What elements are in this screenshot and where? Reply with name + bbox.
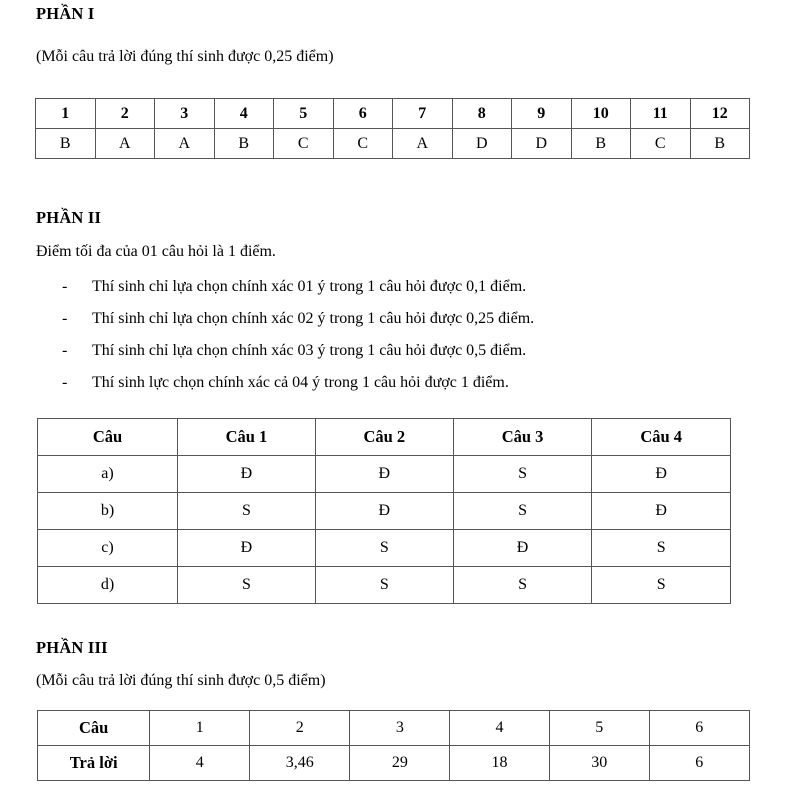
part1-answer-5: C — [274, 129, 334, 159]
part1-question-5: 5 — [274, 99, 334, 129]
list-item — [36, 342, 736, 374]
part2-row-label-a: a) — [38, 456, 178, 493]
list-item — [36, 374, 736, 406]
part1-title: PHẦN I — [36, 4, 95, 23]
bullet-dash-icon: - — [62, 310, 68, 327]
part1-answer-4: B — [214, 129, 274, 159]
part2-cell-c-4: S — [592, 530, 731, 567]
part2-cell-a-4: Đ — [592, 456, 731, 493]
part1-answer-3: A — [155, 129, 215, 159]
bullet-dash-icon: - — [62, 278, 68, 295]
part1-question-12: 12 — [690, 99, 750, 129]
part2-header-cau: Câu — [38, 419, 178, 456]
part3-question-4: 4 — [450, 711, 550, 746]
part1-answer-11: C — [631, 129, 691, 159]
part2-header-cau-2: Câu 2 — [315, 419, 453, 456]
part3-question-5: 5 — [549, 711, 649, 746]
part3-scoring-note: (Mỗi câu trả lời đúng thí sinh được 0,5 điểm) — [36, 672, 326, 689]
part3-question-2: 2 — [250, 711, 350, 746]
part2-cell-d-4: S — [592, 567, 731, 604]
part3-question-6: 6 — [649, 711, 749, 746]
part1-question-4: 4 — [214, 99, 274, 129]
part2-cell-b-2: Đ — [315, 493, 453, 530]
part3-question-1: 1 — [150, 711, 250, 746]
table-row-header — [38, 419, 731, 456]
part1-answer-10: B — [571, 129, 631, 159]
table-row — [38, 456, 731, 493]
part3-header-tra-loi: Trả lời — [38, 746, 150, 781]
part1-answer-8: D — [452, 129, 512, 159]
part1-question-2: 2 — [95, 99, 155, 129]
part2-rule-4: Thí sinh lực chọn chính xác cả 04 ý trong 1 câu hỏi được 1 điểm. — [92, 374, 509, 391]
list-item — [36, 310, 736, 342]
part3-answer-3: 29 — [350, 746, 450, 781]
part2-cell-a-3: S — [453, 456, 592, 493]
part2-cell-c-1: Đ — [177, 530, 315, 567]
table-row-question-numbers — [36, 99, 750, 129]
part3-answer-4: 18 — [450, 746, 550, 781]
part1-answer-table — [35, 98, 750, 159]
part3-answer-table — [37, 710, 750, 781]
part1-answer-6: C — [333, 129, 393, 159]
part2-row-label-c: c) — [38, 530, 178, 567]
part2-title: PHẦN II — [36, 208, 102, 227]
part1-question-8: 8 — [452, 99, 512, 129]
part2-cell-d-3: S — [453, 567, 592, 604]
part2-cell-b-4: Đ — [592, 493, 731, 530]
part2-cell-d-1: S — [177, 567, 315, 604]
part1-question-7: 7 — [393, 99, 453, 129]
list-item — [36, 278, 736, 310]
part1-question-11: 11 — [631, 99, 691, 129]
part1-question-6: 6 — [333, 99, 393, 129]
part1-question-10: 10 — [571, 99, 631, 129]
part2-cell-b-3: S — [453, 493, 592, 530]
part2-cell-a-2: Đ — [315, 456, 453, 493]
part2-row-label-d: d) — [38, 567, 178, 604]
table-row-answers — [38, 746, 750, 781]
part2-cell-a-1: Đ — [177, 456, 315, 493]
part3-answer-5: 30 — [549, 746, 649, 781]
part2-scoring-note: Điểm tối đa của 01 câu hỏi là 1 điểm. — [36, 243, 276, 260]
part2-rule-1: Thí sinh chỉ lựa chọn chính xác 01 ý trong 1 câu hỏi được 0,1 điểm. — [92, 278, 527, 295]
part2-cell-c-3: Đ — [453, 530, 592, 567]
bullet-dash-icon: - — [62, 374, 68, 391]
part1-question-9: 9 — [512, 99, 572, 129]
part1-question-3: 3 — [155, 99, 215, 129]
part1-answer-12: B — [690, 129, 750, 159]
part2-rule-3: Thí sinh chỉ lựa chọn chính xác 03 ý trong 1 câu hỏi được 0,5 điểm. — [92, 342, 527, 359]
part1-question-1: 1 — [36, 99, 96, 129]
part3-answer-1: 4 — [150, 746, 250, 781]
part2-header-cau-4: Câu 4 — [592, 419, 731, 456]
part1-answer-2: A — [95, 129, 155, 159]
part2-cell-b-1: S — [177, 493, 315, 530]
part2-row-label-b: b) — [38, 493, 178, 530]
table-row — [38, 493, 731, 530]
part2-header-cau-1: Câu 1 — [177, 419, 315, 456]
table-row-answers — [36, 129, 750, 159]
part3-question-3: 3 — [350, 711, 450, 746]
part3-answer-6: 6 — [649, 746, 749, 781]
part3-title: PHẦN III — [36, 638, 108, 657]
part1-scoring-note: (Mỗi câu trả lời đúng thí sinh được 0,25 điểm) — [36, 48, 334, 65]
table-row-question-numbers — [38, 711, 750, 746]
part3-header-cau: Câu — [38, 711, 150, 746]
part3-answer-2: 3,46 — [250, 746, 350, 781]
part2-scoring-rules — [36, 278, 736, 406]
bullet-dash-icon: - — [62, 342, 68, 359]
part2-answer-table — [37, 418, 731, 604]
part1-answer-9: D — [512, 129, 572, 159]
part2-cell-d-2: S — [315, 567, 453, 604]
part2-header-cau-3: Câu 3 — [453, 419, 592, 456]
part1-answer-1: B — [36, 129, 96, 159]
table-row — [38, 567, 731, 604]
part1-answer-7: A — [393, 129, 453, 159]
part2-rule-2: Thí sinh chỉ lựa chọn chính xác 02 ý trong 1 câu hỏi được 0,25 điểm. — [92, 310, 535, 327]
part2-cell-c-2: S — [315, 530, 453, 567]
table-row — [38, 530, 731, 567]
